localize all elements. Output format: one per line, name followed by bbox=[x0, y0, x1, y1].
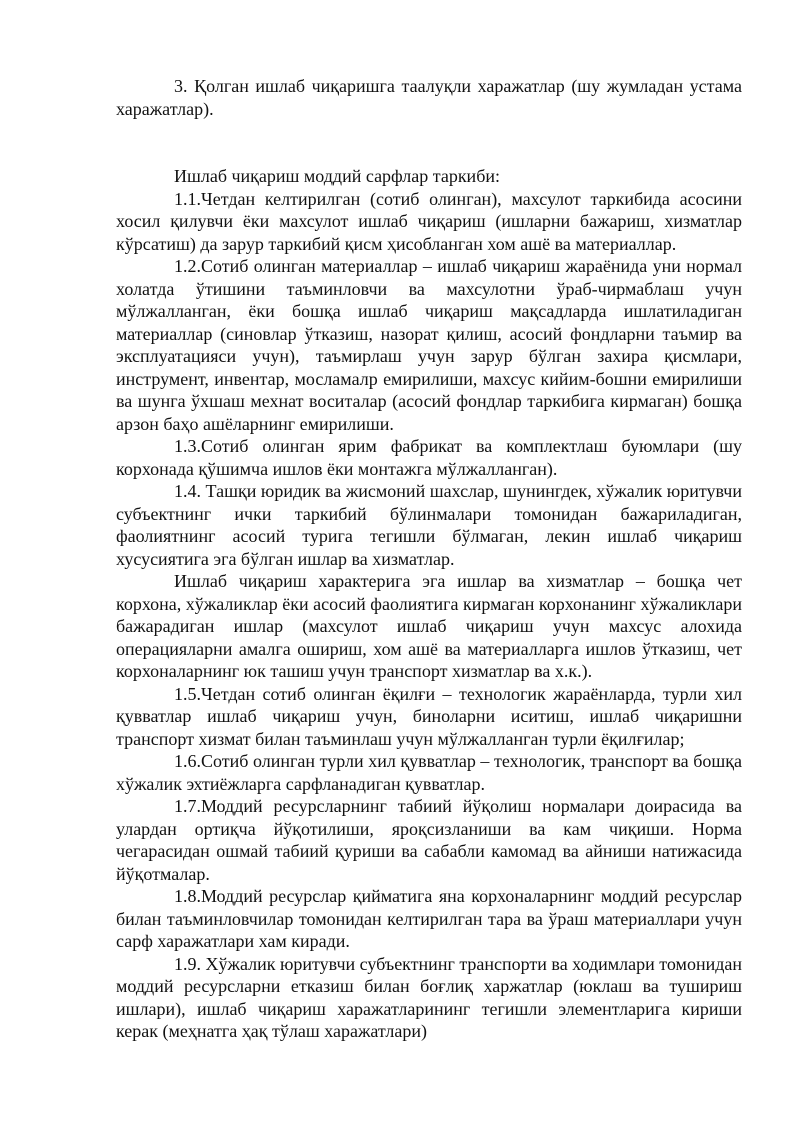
paragraph: 1.1.Четдан келтирилган (сотиб олинган), махсулот таркибида асосини хосил қилувчи ёки махсулот ишлаб чиқариш (ишларни бажариш, хизматлар кўрсатиш) да зарур таркибий қисм ҳисобланган хом ашё ва материаллар. bbox=[116, 188, 742, 254]
paragraph: 1.6.Сотиб олинган турли хил қувватлар – технологик, транспорт ва бошқа хўжалик эхтиёжларга сарфланадиган қувватлар. bbox=[116, 751, 742, 794]
main-block bbox=[116, 165, 742, 1043]
paragraph: 1.4. Ташқи юридик ва жисмоний шахслар, шунингдек, хўжалик юритувчи субъектнинг ички таркибий бўлинмалари томонидан бажариладиган, фаолиятнинг асосий турига тегишли бўлмаган, лекин ишлаб чиқариш хусусиятига эга бўлган ишлар ва хизматлар. bbox=[116, 481, 742, 569]
intro-block bbox=[116, 75, 742, 120]
paragraph: 1.9. Хўжалик юритувчи субъектнинг транспорти ва ходимлари томонидан моддий ресурсларни етказиш билан боғлиқ харжатлар (юклаш ва тушириш ишлари), ишлаб чиқариш харажатларининг тегишли элементларига кириши керак (меҳнатга ҳақ тўлаш харажатлари) bbox=[116, 953, 742, 1041]
paragraph: Ишлаб чиқариш характерига эга ишлар ва хизматлар – бошқа чет корхона, хўжаликлар ёки асосий фаолиятига кирмаган корхонанинг хўжаликлари бажарадиган ишлар (махсулот ишлаб чиқариш учун махсус алохида операцияларни амалга ошириш, хом ашё ва материалларга ишлов ўтказиш, чет корхоналарнинг юк ташиш учун транспорт хизматлар ва х.к.). bbox=[116, 571, 742, 681]
paragraph: 1.3.Сотиб олинган ярим фабрикат ва комплектлаш буюмлари (шу корхонада қўшимча ишлов ёки монтажга мўлжалланган). bbox=[116, 436, 742, 479]
section-heading: Ишлаб чиқариш моддий сарфлар таркиби: bbox=[174, 166, 500, 186]
paragraph: 1.2.Сотиб олинган материаллар – ишлаб чиқариш жараёнида уни нормал холатда ўтишини таъминловчи ва махсулотни ўраб-чирмаблаш учун мўлжалланган, ёки бошқа ишлаб чиқариш мақсадларда ишлатиладиган материаллар (синовлар ўтказиш, назорат қилиш, асосий фондларни таъмир ва эксплуатацияси учун), таъмирлаш учун зарур бўлган захира қисмлари, инструмент, инвентар, мосламалр емирилиши, махсус кийим-бошни емирилиши ва шунга ўхшаш мехнат воситалар (асосий фондлар таркибига кирмаган) бошқа арзон баҳо ашёларнинг емирилиши. bbox=[116, 256, 742, 434]
paragraph: 1.5.Четдан сотиб олинган ёқилғи – технологик жараёнларда, турли хил қувватлар ишлаб чиқариш учун, биноларни иситиш, ишлаб чиқаришни транспорт хизмат билан таъминлаш учун мўлжалланган турли ёқилғилар; bbox=[116, 683, 742, 749]
paragraph: 3. Қолган ишлаб чиқаришга таалуқли харажатлар (шу жумладан устама харажатлар). bbox=[116, 76, 742, 119]
paragraph: 1.8.Моддий ресурслар қийматига яна корхоналарнинг моддий ресурслар билан таъминловчилар томонидан келтирилган тара ва ўраш материаллари учун сарф харажатлари хам киради. bbox=[116, 886, 742, 951]
paragraph: 1.7.Моддий ресурсларнинг табиий йўқолиш нормалари доирасида ва улардан ортиқча йўқотилиши, яроқсизланиши ва кам чиқиши. Норма чегарасидан ошмай табиий қуриши ва сабабли камомад ва айниши натижасида йўқотмалар. bbox=[116, 796, 742, 884]
